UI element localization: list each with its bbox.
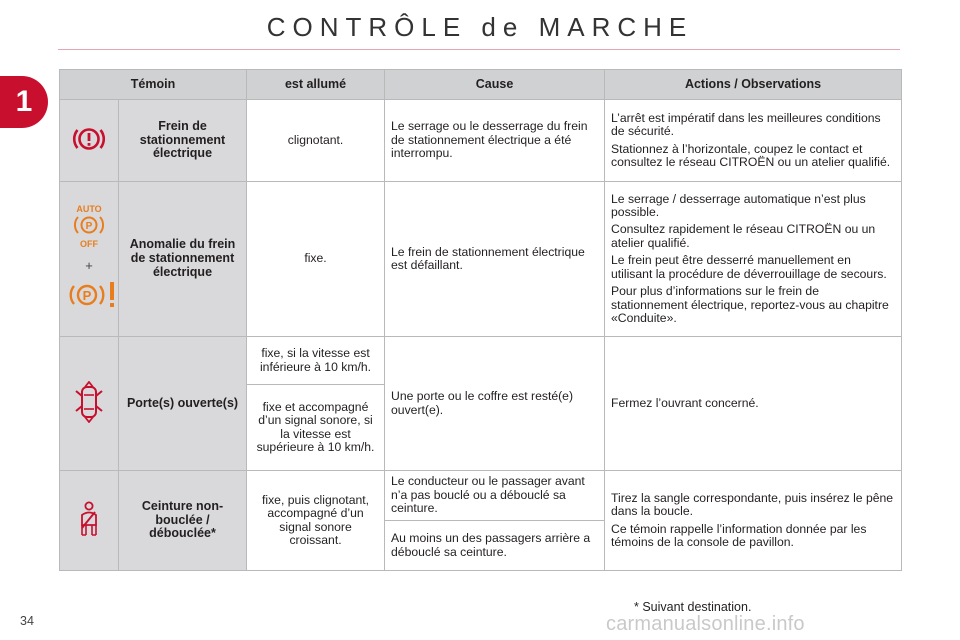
page-number: 34 xyxy=(20,614,34,628)
row-label: Porte(s) ouverte(s) xyxy=(119,337,247,471)
auto-off-parking-icon xyxy=(67,203,111,252)
row-label: Ceinture non-bouclée / débouclée* xyxy=(119,471,247,571)
action-text: Le frein peut être desserré manuellement en utilisant la procédure de déverrouillage de secours. xyxy=(611,253,887,281)
table-row xyxy=(60,471,902,521)
row-cause: Au moins un des passagers arrière a débouclé sa ceinture. xyxy=(385,521,605,571)
row-cause: Le serrage ou le desserrage du frein de stationnement électrique a été interrompu. xyxy=(385,100,605,182)
table-row xyxy=(60,337,902,385)
door-open-icon xyxy=(74,381,104,426)
row-cause: Une porte ou le coffre est resté(e) ouvert(e). xyxy=(385,337,605,471)
col-header-actions: Actions / Observations xyxy=(605,70,902,100)
parking-brake-warning-icon xyxy=(72,124,106,157)
chapter-tab: 1 xyxy=(0,76,48,128)
action-text: L’arrêt est impératif dans les meilleures conditions de sécurité. xyxy=(611,110,881,139)
row-state: fixe et accompagné d’un signal sonore, si la vitesse est supérieure à 10 km/h. xyxy=(247,385,385,471)
parking-brake-fault-icon xyxy=(66,279,120,314)
icon-cell xyxy=(60,100,119,182)
row-state: clignotant. xyxy=(247,100,385,182)
title-divider xyxy=(58,49,900,50)
action-text: Stationnez à l’horizontale, coupez le contact et consultez le réseau CITROËN ou un atelier qualifié. xyxy=(611,141,891,169)
col-header-est-allume: est allumé xyxy=(247,70,385,100)
row-actions xyxy=(605,337,902,471)
action-text: Pour plus d’informations sur le frein de stationnement électrique, reportez-vous au chapitre «Conduite». xyxy=(611,284,889,325)
page-title: CONTRÔLE de MARCHE xyxy=(266,12,694,42)
row-state: fixe, puis clignotant, accompagné d’un signal sonore croissant. xyxy=(247,471,385,571)
action-text: Fermez l’ouvrant concerné. xyxy=(611,395,759,410)
icon-cell xyxy=(60,182,119,337)
warning-lights-table xyxy=(59,69,902,571)
row-cause: Le conducteur ou le passager avant n’a pas bouclé ou a débouclé sa ceinture. xyxy=(385,471,605,521)
row-cause: Le frein de stationnement électrique est défaillant. xyxy=(385,182,605,337)
col-header-temoin: Témoin xyxy=(60,70,247,100)
off-label: OFF xyxy=(80,239,98,250)
table-row xyxy=(60,182,902,337)
plus-sign: + xyxy=(85,257,93,273)
table-row xyxy=(60,100,902,182)
row-actions xyxy=(605,100,902,182)
table-header-row xyxy=(60,70,902,100)
row-label: Anomalie du frein de stationnement électrique xyxy=(119,182,247,337)
row-actions xyxy=(605,182,902,337)
svg-text:P: P xyxy=(85,221,93,233)
icon-cell xyxy=(60,337,119,471)
action-text: Tirez la sangle correspondante, puis insérez le pêne dans la boucle. xyxy=(611,490,894,519)
seatbelt-icon xyxy=(77,501,101,540)
auto-label: AUTO xyxy=(76,204,102,215)
row-actions xyxy=(605,471,902,571)
col-header-cause: Cause xyxy=(385,70,605,100)
icon-cell xyxy=(60,471,119,571)
row-state: fixe. xyxy=(247,182,385,337)
row-label: Frein de stationnement électrique xyxy=(119,100,247,182)
watermark: carmanualsonline.info xyxy=(606,613,805,635)
action-text: Ce témoin rappelle l’information donnée par les témoins de la console de pavillon. xyxy=(611,521,867,549)
svg-text:P: P xyxy=(82,288,92,304)
footnote: * Suivant destination. xyxy=(634,600,752,614)
action-text: Le serrage / desserrage automatique n’est plus possible. xyxy=(611,191,866,220)
row-state: fixe, si la vitesse est inférieure à 10 km/h. xyxy=(247,337,385,385)
action-text: Consultez rapidement le réseau CITROËN ou un atelier qualifié. xyxy=(611,222,876,250)
